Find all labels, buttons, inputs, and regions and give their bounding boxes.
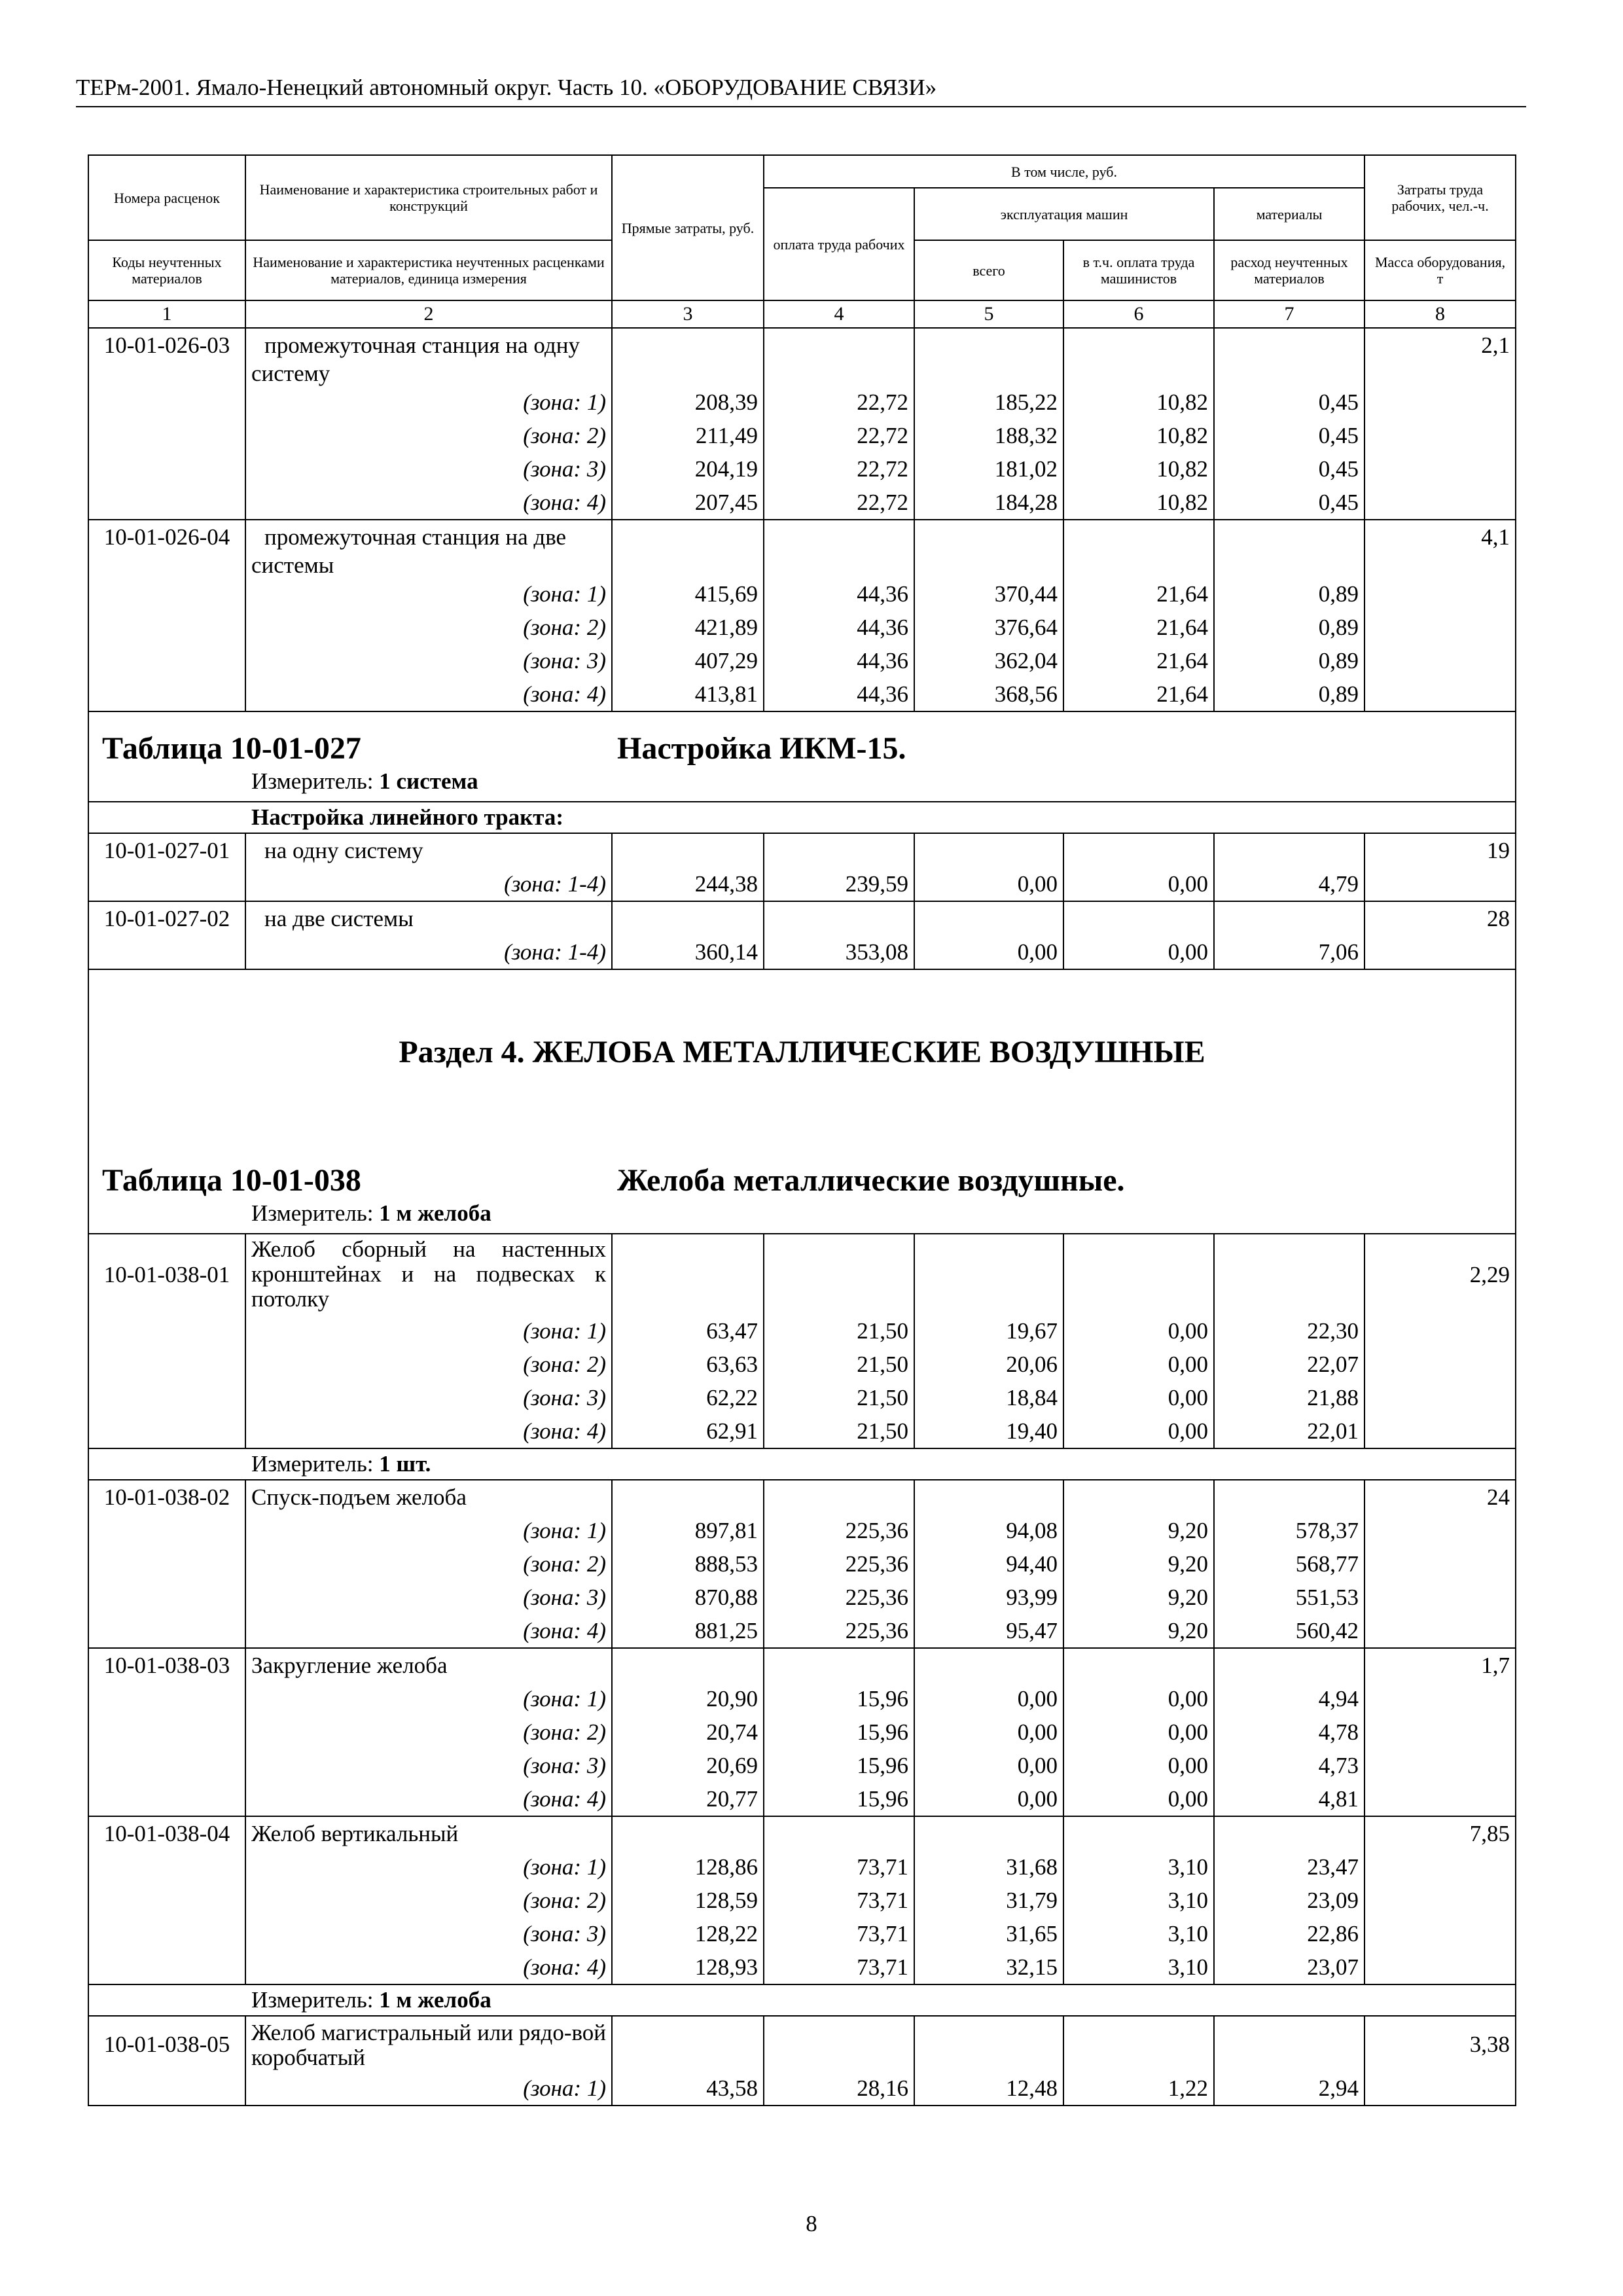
value: 0,00 (1063, 1782, 1214, 1816)
value: 63,47 (612, 1314, 764, 1348)
value: 421,89 (612, 611, 764, 644)
value: 20,06 (914, 1348, 1063, 1381)
value: 21,64 (1063, 611, 1214, 644)
zone-label: (зона: 4) (245, 1414, 612, 1448)
work-name: систему (245, 362, 612, 386)
table-row (88, 611, 1516, 644)
value: 0,00 (914, 867, 1063, 901)
table-row (88, 1682, 1516, 1715)
value: 0,00 (914, 935, 1063, 969)
table-row (88, 1950, 1516, 1984)
table-row (88, 2072, 1516, 2106)
zone-label: (зона: 2) (245, 1715, 612, 1749)
value: 44,36 (764, 644, 914, 677)
value: 9,20 (1063, 1581, 1214, 1614)
header-row (88, 155, 1516, 188)
value: 184,28 (914, 486, 1063, 520)
value: 4,78 (1214, 1715, 1364, 1749)
work-name: Желоб магистральный или рядо-вой коробчатый (245, 2016, 612, 2072)
header-col4: оплата труда рабочих (764, 188, 914, 300)
zone-label: (зона: 2) (245, 611, 612, 644)
zone-label: (зона: 3) (245, 1917, 612, 1950)
value: 0,00 (914, 1749, 1063, 1782)
header-materials: материалы (1214, 188, 1364, 240)
labor-cost: 24 (1364, 1480, 1516, 1514)
zone-label: (зона: 2) (245, 419, 612, 452)
rate-code: 10-01-038-04 (88, 1816, 245, 1850)
section-title: Раздел 4. ЖЕЛОБА МЕТАЛЛИЧЕСКИЕ ВОЗДУШНЫЕ (399, 1035, 1205, 1069)
labor-cost: 4,1 (1364, 520, 1516, 577)
value: 0,89 (1214, 644, 1364, 677)
value: 368,56 (914, 677, 1063, 711)
measure-row (88, 1984, 1516, 2016)
value: 128,86 (612, 1850, 764, 1884)
value: 95,47 (914, 1614, 1063, 1648)
table-title (89, 729, 1515, 768)
value: 0,00 (1063, 1314, 1214, 1348)
value: 0,00 (1063, 867, 1214, 901)
table-row (88, 486, 1516, 520)
rate-code: 10-01-038-02 (88, 1480, 245, 1514)
value: 362,04 (914, 644, 1063, 677)
value: 415,69 (612, 577, 764, 611)
value: 22,72 (764, 386, 914, 419)
table-row (88, 1514, 1516, 1547)
table-row (88, 1782, 1516, 1816)
value: 128,59 (612, 1884, 764, 1917)
subheader: Настройка линейного тракта: (88, 802, 1516, 833)
value: 0,89 (1214, 577, 1364, 611)
work-name: Закругление желоба (245, 1648, 612, 1682)
value: 4,73 (1214, 1749, 1364, 1782)
value: 22,72 (764, 486, 914, 520)
value: 31,79 (914, 1884, 1063, 1917)
table-row (88, 867, 1516, 901)
rate-code: 10-01-038-05 (88, 2016, 245, 2072)
table-code: Таблица 10-01-038 (102, 1163, 361, 1198)
value: 20,74 (612, 1715, 764, 1749)
value: 376,64 (914, 611, 1063, 644)
value: 22,30 (1214, 1314, 1364, 1348)
value: 0,00 (1063, 1414, 1214, 1448)
value: 32,15 (914, 1950, 1063, 1984)
value: 62,22 (612, 1381, 764, 1414)
header-number: 2 (245, 300, 612, 328)
table-row (88, 901, 1516, 935)
value: 93,99 (914, 1581, 1063, 1614)
value: 0,00 (1063, 1348, 1214, 1381)
table-row (88, 1381, 1516, 1414)
rate-code: 10-01-038-03 (88, 1648, 245, 1682)
value: 204,19 (612, 452, 764, 486)
value: 73,71 (764, 1917, 914, 1950)
value: 9,20 (1063, 1514, 1214, 1547)
zone-label: (зона: 3) (245, 1381, 612, 1414)
page-number: 8 (806, 2211, 817, 2236)
zone-label: (зона: 2) (245, 1547, 612, 1581)
value: 20,90 (612, 1682, 764, 1715)
zone-label: (зона: 1) (245, 386, 612, 419)
value: 21,64 (1063, 644, 1214, 677)
table-title (89, 1161, 1515, 1200)
value: 4,81 (1214, 1782, 1364, 1816)
header-number: 1 (88, 300, 245, 328)
subheader-row (88, 802, 1516, 833)
table-row (88, 1414, 1516, 1448)
table-row (88, 1614, 1516, 1648)
header-number: 3 (612, 300, 764, 328)
value: 9,20 (1063, 1614, 1214, 1648)
value: 4,94 (1214, 1682, 1364, 1715)
zone-label: (зона: 1) (245, 577, 612, 611)
value: 21,64 (1063, 677, 1214, 711)
value: 10,82 (1063, 419, 1214, 452)
value: 0,89 (1214, 611, 1364, 644)
table-row (88, 1715, 1516, 1749)
measure-label: Измеритель: (251, 768, 374, 794)
value: 244,38 (612, 867, 764, 901)
value: 3,10 (1063, 1950, 1214, 1984)
value: 3,10 (1063, 1917, 1214, 1950)
value: 22,07 (1214, 1348, 1364, 1381)
table-row (88, 419, 1516, 452)
section-heading-row (88, 969, 1516, 1234)
zone-label: (зона: 1) (245, 2072, 612, 2106)
value: 413,81 (612, 677, 764, 711)
table-row (88, 833, 1516, 867)
value: 21,50 (764, 1314, 914, 1348)
rate-code: 10-01-038-01 (88, 1234, 245, 1314)
header-col8-top: Затраты труда рабочих, чел.-ч. (1364, 155, 1516, 240)
value: 15,96 (764, 1715, 914, 1749)
value: 1,22 (1063, 2072, 1214, 2106)
value: 211,49 (612, 419, 764, 452)
table-row (88, 362, 1516, 386)
value: 0,00 (1063, 1749, 1214, 1782)
header-col1-bottom: Коды неучтенных материалов (88, 240, 245, 300)
value: 0,89 (1214, 677, 1364, 711)
work-name: Желоб сборный на настенных кронштейнах и на подвесках к потолку (245, 1234, 612, 1314)
header-col6: в т.ч. оплата труда машинистов (1063, 240, 1214, 300)
value: 239,59 (764, 867, 914, 901)
table-row (88, 1648, 1516, 1682)
value: 73,71 (764, 1884, 914, 1917)
value: 94,40 (914, 1547, 1063, 1581)
value: 407,29 (612, 644, 764, 677)
value: 208,39 (612, 386, 764, 419)
rate-code: 10-01-027-01 (88, 833, 245, 867)
measure-label: Измеритель: (251, 1200, 374, 1226)
measure-row (88, 1448, 1516, 1480)
measure-label: Измеритель: (251, 1987, 374, 2013)
labor-cost: 2,1 (1364, 328, 1516, 386)
value: 0,00 (1063, 1715, 1214, 1749)
measure-value: 1 система (379, 768, 478, 794)
table-code: Таблица 10-01-027 (102, 731, 361, 766)
header-numbers-row (88, 300, 1516, 328)
value: 23,07 (1214, 1950, 1364, 1984)
zone-label: (зона: 1) (245, 1850, 612, 1884)
header-number: 6 (1063, 300, 1214, 328)
value: 94,08 (914, 1514, 1063, 1547)
table-row (88, 2016, 1516, 2072)
zone-label: (зона: 4) (245, 1614, 612, 1648)
header-col8-bottom: Масса оборудования, т (1364, 240, 1516, 300)
work-name: промежуточная станция на две (245, 520, 612, 554)
zone-label: (зона: 3) (245, 452, 612, 486)
zone-label: (зона: 3) (245, 644, 612, 677)
value: 31,68 (914, 1850, 1063, 1884)
measure-label: Измеритель: (251, 1451, 374, 1477)
value: 21,88 (1214, 1381, 1364, 1414)
header-col1-top: Номера расценок (88, 155, 245, 240)
zone-label: (зона: 4) (245, 1782, 612, 1816)
table-row (88, 1884, 1516, 1917)
value: 578,37 (1214, 1514, 1364, 1547)
header-machines: эксплуатация машин (914, 188, 1214, 240)
value: 20,69 (612, 1749, 764, 1782)
value: 0,45 (1214, 386, 1364, 419)
table-row (88, 452, 1516, 486)
value: 10,82 (1063, 486, 1214, 520)
value: 15,96 (764, 1749, 914, 1782)
table-row (88, 677, 1516, 711)
value: 0,00 (914, 1782, 1063, 1816)
value: 360,14 (612, 935, 764, 969)
value: 0,00 (1063, 1381, 1214, 1414)
value: 21,64 (1063, 577, 1214, 611)
header-col2-bottom: Наименование и характеристика неучтенных расценками материалов, единица измерения (245, 240, 612, 300)
value: 20,77 (612, 1782, 764, 1816)
value: 15,96 (764, 1782, 914, 1816)
header-number: 8 (1364, 300, 1516, 328)
header-number: 7 (1214, 300, 1364, 328)
value: 7,06 (1214, 935, 1364, 969)
measure-unit (88, 1984, 1516, 2016)
table-row (88, 1816, 1516, 1850)
value: 21,50 (764, 1381, 914, 1414)
table-row (88, 1480, 1516, 1514)
labor-cost: 7,85 (1364, 1816, 1516, 1850)
table-row (88, 1234, 1516, 1314)
table-row (88, 1850, 1516, 1884)
running-head: ТЕРм-2001. Ямало-Ненецкий автономный округ. Часть 10. «ОБОРУДОВАНИЕ СВЯЗИ» (76, 73, 1526, 107)
work-name: Спуск-подъем желоба (245, 1480, 612, 1514)
zone-label: (зона: 1) (245, 1682, 612, 1715)
value: 31,65 (914, 1917, 1063, 1950)
value: 188,32 (914, 419, 1063, 452)
work-name: промежуточная станция на одну (245, 328, 612, 362)
value: 28,16 (764, 2072, 914, 2106)
value: 43,58 (612, 2072, 764, 2106)
header-col2-top: Наименование и характеристика строительных работ и конструкций (245, 155, 612, 240)
value: 44,36 (764, 577, 914, 611)
value: 12,48 (914, 2072, 1063, 2106)
zone-label: (зона: 3) (245, 1749, 612, 1782)
header-number: 5 (914, 300, 1063, 328)
table-row (88, 1348, 1516, 1381)
zone-label: (зона: 4) (245, 677, 612, 711)
value: 0,45 (1214, 419, 1364, 452)
rate-code: 10-01-026-04 (88, 520, 245, 577)
value: 23,09 (1214, 1884, 1364, 1917)
value: 128,93 (612, 1950, 764, 1984)
zone-label: (зона: 1-4) (245, 935, 612, 969)
value: 225,36 (764, 1514, 914, 1547)
table-name: Желоба металлические воздушные. (617, 1163, 1125, 1198)
work-name: системы (245, 554, 612, 577)
zone-label: (зона: 1-4) (245, 867, 612, 901)
table-row (88, 520, 1516, 554)
value: 15,96 (764, 1682, 914, 1715)
value: 0,00 (914, 1682, 1063, 1715)
zone-label: (зона: 2) (245, 1884, 612, 1917)
value: 0,45 (1214, 486, 1364, 520)
value: 62,91 (612, 1414, 764, 1448)
value: 3,10 (1063, 1884, 1214, 1917)
value: 22,86 (1214, 1917, 1364, 1950)
value: 44,36 (764, 677, 914, 711)
zone-label: (зона: 4) (245, 486, 612, 520)
work-name: на две системы (245, 901, 612, 935)
header-col3: Прямые затраты, руб. (612, 155, 764, 300)
value: 560,42 (1214, 1614, 1364, 1648)
table-name: Настройка ИКМ-15. (617, 731, 906, 766)
labor-cost: 28 (1364, 901, 1516, 935)
table-heading-row (88, 711, 1516, 802)
value: 185,22 (914, 386, 1063, 419)
measure-unit (89, 1200, 1515, 1227)
value: 353,08 (764, 935, 914, 969)
value: 870,88 (612, 1581, 764, 1614)
labor-cost: 2,29 (1364, 1234, 1516, 1314)
table-row (88, 1547, 1516, 1581)
table-row (88, 1581, 1516, 1614)
table-row (88, 1917, 1516, 1950)
value: 207,45 (612, 486, 764, 520)
value: 568,77 (1214, 1547, 1364, 1581)
value: 21,50 (764, 1414, 914, 1448)
value: 63,63 (612, 1348, 764, 1381)
header-number: 4 (764, 300, 914, 328)
value: 0,45 (1214, 452, 1364, 486)
value: 225,36 (764, 1581, 914, 1614)
value: 21,50 (764, 1348, 914, 1381)
value: 22,01 (1214, 1414, 1364, 1448)
value: 44,36 (764, 611, 914, 644)
labor-cost: 1,7 (1364, 1648, 1516, 1682)
labor-cost: 19 (1364, 833, 1516, 867)
value: 0,00 (914, 1715, 1063, 1749)
measure-unit (88, 1448, 1516, 1480)
value: 370,44 (914, 577, 1063, 611)
zone-label: (зона: 3) (245, 1581, 612, 1614)
value: 2,94 (1214, 2072, 1364, 2106)
value: 10,82 (1063, 452, 1214, 486)
measure-value: 1 м желоба (379, 1200, 491, 1226)
value: 73,71 (764, 1850, 914, 1884)
value: 225,36 (764, 1547, 914, 1581)
zone-label: (зона: 1) (245, 1314, 612, 1348)
table-row (88, 386, 1516, 419)
work-name: Желоб вертикальный (245, 1816, 612, 1850)
value: 0,00 (1063, 1682, 1214, 1715)
zone-label: (зона: 2) (245, 1348, 612, 1381)
zone-label: (зона: 4) (245, 1950, 612, 1984)
rate-code: 10-01-026-03 (88, 328, 245, 386)
value: 18,84 (914, 1381, 1063, 1414)
value: 22,72 (764, 452, 914, 486)
value: 0,00 (1063, 935, 1214, 969)
measure-value: 1 м желоба (379, 1987, 491, 2013)
value: 888,53 (612, 1547, 764, 1581)
value: 225,36 (764, 1614, 914, 1648)
measure-value: 1 шт. (379, 1451, 431, 1477)
table-row (88, 1314, 1516, 1348)
table-row (88, 644, 1516, 677)
rate-code: 10-01-027-02 (88, 901, 245, 935)
table-row (88, 1749, 1516, 1782)
zone-label: (зона: 1) (245, 1514, 612, 1547)
value: 897,81 (612, 1514, 764, 1547)
value: 19,40 (914, 1414, 1063, 1448)
value: 128,22 (612, 1917, 764, 1950)
value: 4,79 (1214, 867, 1364, 901)
value: 881,25 (612, 1614, 764, 1648)
header-group: В том числе, руб. (764, 155, 1364, 188)
header-col7: расход неучтенных материалов (1214, 240, 1364, 300)
value: 23,47 (1214, 1850, 1364, 1884)
table-row (88, 554, 1516, 577)
labor-cost: 3,38 (1364, 2016, 1516, 2072)
value: 73,71 (764, 1950, 914, 1984)
table-row (88, 935, 1516, 969)
table-row (88, 328, 1516, 362)
value: 19,67 (914, 1314, 1063, 1348)
header-col5: всего (914, 240, 1063, 300)
value: 9,20 (1063, 1547, 1214, 1581)
rates-table (88, 154, 1516, 2106)
table-row (88, 577, 1516, 611)
value: 3,10 (1063, 1850, 1214, 1884)
measure-unit (89, 768, 1515, 795)
value: 22,72 (764, 419, 914, 452)
value: 10,82 (1063, 386, 1214, 419)
value: 181,02 (914, 452, 1063, 486)
value: 551,53 (1214, 1581, 1364, 1614)
work-name: на одну систему (245, 833, 612, 867)
